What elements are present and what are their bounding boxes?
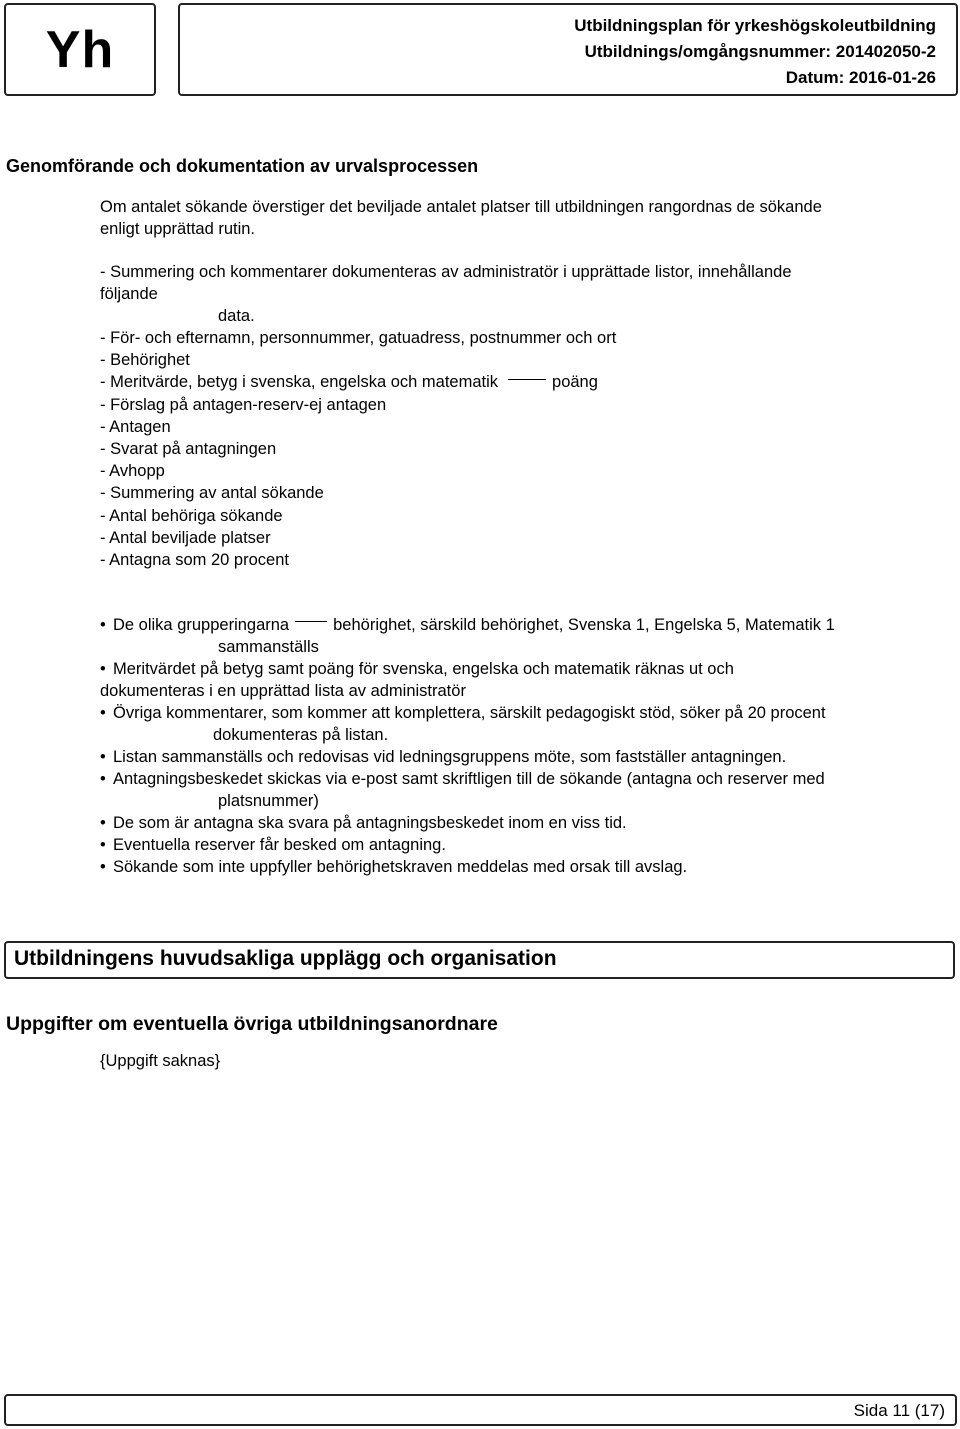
bullet-icon: • xyxy=(100,770,106,788)
bullet-icon: • xyxy=(100,814,106,832)
summary-line: - Summering och kommentarer dokumenteras av administratör i upprättade listor, innehållande xyxy=(100,263,792,281)
field-item xyxy=(100,371,616,393)
bullet-text: Meritvärdet på betyg samt poäng för svenska, engelska och matematik räknas ut och xyxy=(113,660,734,678)
page-number: Sida 11 (17) xyxy=(853,1401,945,1420)
field-item: - Antagna som 20 procent xyxy=(100,551,289,570)
bullet-icon: • xyxy=(100,704,106,722)
document-title: Utbildningsplan för yrkeshögskoleutbildning xyxy=(574,16,936,35)
list-item xyxy=(100,746,950,768)
logo-text: Yh xyxy=(45,20,115,79)
field-list xyxy=(100,327,616,571)
field-item: - Antagen xyxy=(100,417,171,436)
list-item xyxy=(100,702,950,746)
field-suffix: poäng xyxy=(552,373,598,392)
organisation-subtitle: Uppgifter om eventuella övriga utbildningsanordnare xyxy=(6,1013,498,1035)
bullet-text: Sökande som inte uppfyller behörighetskraven meddelas med orsak till avslag. xyxy=(113,858,688,876)
bullet-icon: • xyxy=(100,660,106,678)
intro-paragraph xyxy=(100,196,822,240)
summary-line: data. xyxy=(218,307,255,325)
dash-separator xyxy=(508,379,546,380)
field-item: - Antal behöriga sökande xyxy=(100,506,283,525)
intro-line: enligt upprättad rutin. xyxy=(100,220,256,238)
bullet-icon: • xyxy=(100,836,106,854)
list-item xyxy=(100,834,950,856)
document-date: Datum: 2016-01-26 xyxy=(785,68,936,87)
bullet-text: De som är antagna ska svara på antagningsbeskedet inom en viss tid. xyxy=(113,814,627,832)
organisation-title: Utbildningens huvudsakliga upplägg och organisation xyxy=(14,947,557,970)
document-number: Utbildnings/omgångsnummer: 201402050-2 xyxy=(584,42,936,61)
bullet-icon: • xyxy=(100,858,106,876)
section-title: Genomförande och dokumentation av urvalsprocessen xyxy=(6,156,479,176)
field-text: - Meritvärde, betyg i svenska, engelska och matematik xyxy=(100,373,499,392)
organisation-heading xyxy=(4,941,955,979)
bullet-text: platsnummer) xyxy=(218,792,319,810)
bullet-text: sammanställs xyxy=(218,638,319,656)
page-footer xyxy=(4,1394,957,1426)
list-item xyxy=(100,658,950,702)
list-item xyxy=(100,856,950,878)
bullet-text: behörighet, särskild behörighet, Svenska 1, Engelska 5, Matematik 1 xyxy=(333,616,835,634)
bullet-text: Antagningsbeskedet skickas via e-post samt skriftligen till de sökande (antagna och reserver med xyxy=(113,770,825,788)
bullet-text: De olika grupperingarna xyxy=(113,616,290,634)
bullet-text: dokumenteras på listan. xyxy=(213,726,389,744)
logo xyxy=(4,3,156,96)
bullet-icon: • xyxy=(100,748,106,766)
summary-paragraph xyxy=(100,261,792,327)
bullet-text: Övriga kommentarer, som kommer att komplettera, särskilt pedagogiskt stöd, söker på 20 procent xyxy=(113,704,826,722)
bullet-icon: • xyxy=(100,616,106,634)
field-item: - Summering av antal sökande xyxy=(100,484,324,503)
bullet-text: dokumenteras i en upprättad lista av administratör xyxy=(100,682,466,700)
list-item xyxy=(100,812,950,834)
field-item: - Förslag på antagen-reserv-ej antagen xyxy=(100,395,387,414)
dash-separator xyxy=(295,621,327,622)
intro-line: Om antalet sökande överstiger det beviljade antalet platser till utbildningen rangordnas de sökande xyxy=(100,198,822,216)
bullet-text: Listan sammanställs och redovisas vid ledningsgruppens möte, som fastställer antagningen. xyxy=(113,748,787,766)
field-item: - För- och efternamn, personnummer, gatuadress, postnummer och ort xyxy=(100,329,617,347)
bullet-text: Eventuella reserver får besked om antagning. xyxy=(113,836,446,854)
field-item: - Behörighet xyxy=(100,351,190,370)
list-item xyxy=(100,768,950,812)
list-item xyxy=(100,614,950,658)
bullet-list xyxy=(100,614,950,878)
missing-info: {Uppgift saknas} xyxy=(100,1052,221,1070)
document-header xyxy=(178,3,958,96)
field-item: - Svarat på antagningen xyxy=(100,440,277,459)
summary-line: följande xyxy=(100,285,158,303)
field-item: - Avhopp xyxy=(100,462,165,481)
field-item: - Antal beviljade platser xyxy=(100,528,271,547)
